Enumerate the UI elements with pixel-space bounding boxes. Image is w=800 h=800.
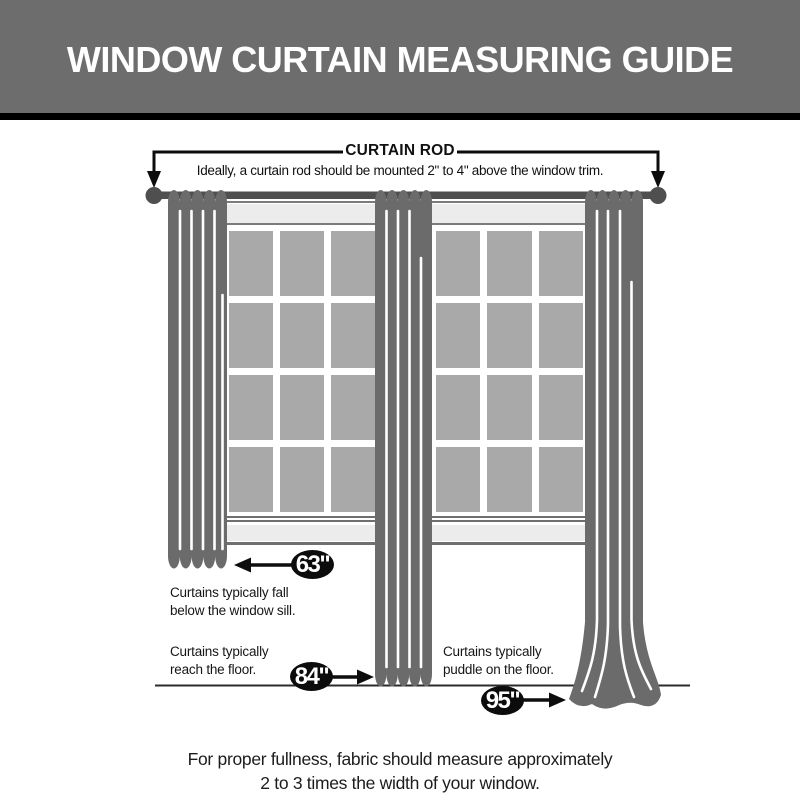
caption-line: reach the floor.: [170, 661, 257, 677]
caption-line: Curtains typically: [170, 644, 269, 659]
length-badge-63: 63": [291, 550, 334, 579]
measure-arrow-63: [234, 558, 293, 573]
length-badge-95: 95": [481, 686, 524, 715]
rod-finial-right: [650, 187, 667, 204]
curtain-rod-description: Ideally, a curtain rod should be mounted 2" to 4" above the window trim.: [196, 163, 604, 178]
fullness-note: [0, 747, 800, 795]
curtain-panel-95: [569, 190, 661, 709]
caption-reach-floor: [170, 643, 330, 678]
caption-below-sill: [170, 584, 340, 619]
rod-finial-left: [146, 187, 163, 204]
right-arrow-icon: [549, 693, 566, 708]
measure-arrow-95: [522, 693, 566, 708]
curtain-body: [168, 190, 227, 569]
caption-line: Curtains typically fall: [170, 585, 289, 600]
left-arrow-icon: [234, 558, 251, 573]
curtain-panel-63: [168, 190, 227, 569]
curtain-body: [375, 190, 432, 687]
curtain-body: [569, 190, 661, 709]
caption-line: below the window sill.: [170, 602, 296, 618]
curtain-rod-label: CURTAIN ROD: [345, 142, 455, 159]
page-title: WINDOW CURTAIN MEASURING GUIDE: [66, 38, 734, 80]
caption-line: puddle on the floor.: [443, 661, 554, 677]
caption-line: Curtains typically: [443, 644, 542, 659]
fullness-note-line: For proper fullness, fabric should measure approximately: [187, 749, 613, 769]
fullness-note-line: 2 to 3 times the width of your window.: [260, 773, 540, 793]
right-arrow-icon: [357, 670, 374, 685]
length-badge-84: 84": [290, 662, 333, 691]
curtain-panel-84: [375, 190, 432, 687]
measure-arrow-84: [331, 670, 374, 685]
caption-puddle-floor: [443, 643, 613, 678]
